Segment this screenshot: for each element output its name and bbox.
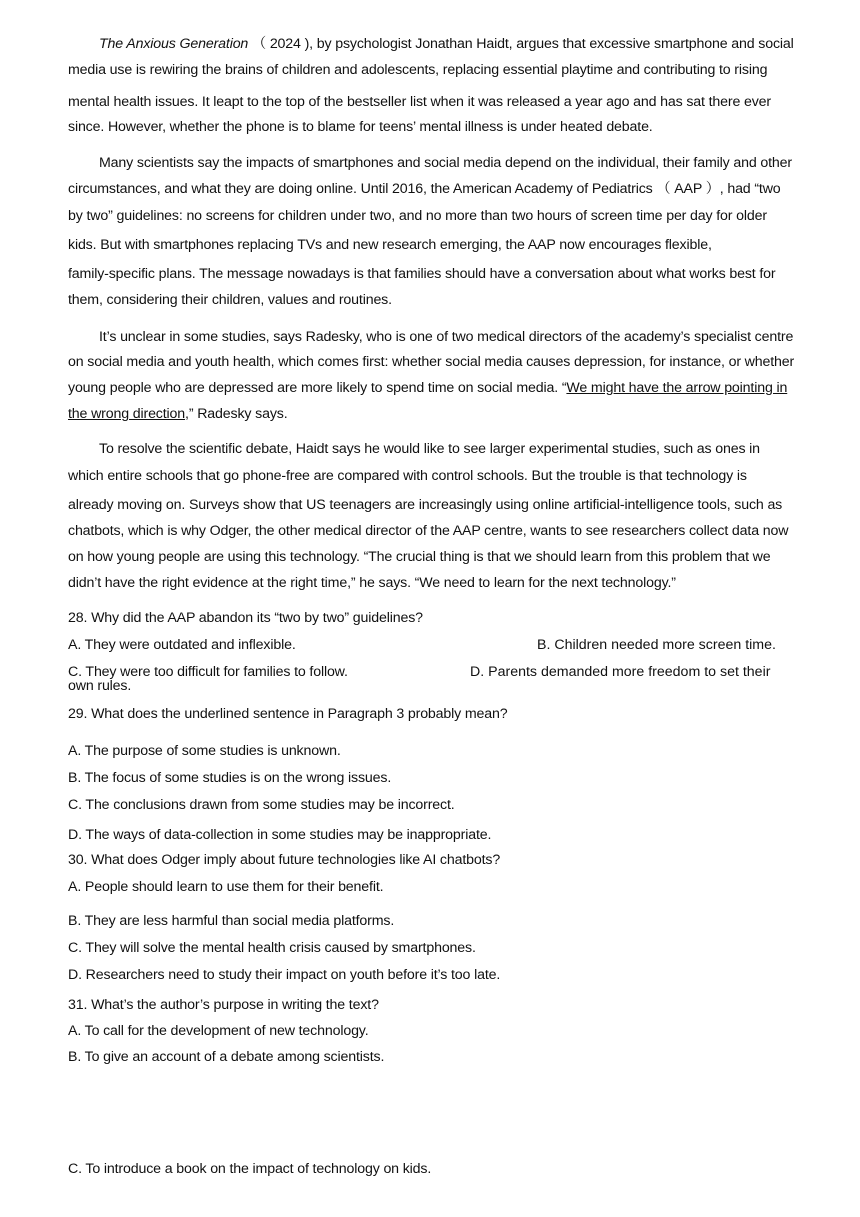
passage-p3-line-1: It’s unclear in some studies, says Radesky, who is one of two medical directors of the academy’s specialist centre xyxy=(99,329,794,345)
question-29-option-d: D. The ways of data-collection in some studies may be inappropriate. xyxy=(68,827,492,843)
passage-p4-line-3: already moving on. Surveys show that US teenagers are increasingly using online artificial-intelligence tools, such as xyxy=(68,497,783,513)
passage-p4-line-1: To resolve the scientific debate, Haidt says he would like to see larger experimental studies, such as ones in xyxy=(99,441,760,457)
question-29-option-c: C. The conclusions drawn from some studies may be incorrect. xyxy=(68,797,455,813)
question-28-option-a: A. They were outdated and inflexible. xyxy=(68,637,296,653)
question-30-option-a: A. People should learn to use them for their benefit. xyxy=(68,879,384,895)
question-31-option-c: C. To introduce a book on the impact of technology on kids. xyxy=(68,1161,432,1177)
passage-p4-line-4: chatbots, which is why Odger, the other medical director of the AAP centre, wants to see researchers collect data now xyxy=(68,523,789,539)
underlined-sentence: We might have the arrow pointing in xyxy=(566,380,788,396)
passage-p1-line-1 xyxy=(99,35,794,53)
question-31-option-b: B. To give an account of a debate among scientists. xyxy=(68,1049,385,1065)
passage-p3-line-3 xyxy=(68,379,787,397)
passage-p3-line-4 xyxy=(68,405,288,423)
underlined-sentence: the wrong direction xyxy=(68,406,186,422)
passage-text: ,” Radesky says. xyxy=(185,406,288,422)
passage-p2-line-2: circumstances, and what they are doing online. Until 2016, the American Academy of Pediatrics （ AAP ）, had “two xyxy=(68,181,781,197)
question-28-stem: 28. Why did the AAP abandon its “two by two” guidelines? xyxy=(68,610,423,626)
passage-text: （ 2024 ), by psychologist Jonathan Haidt, argues that excessive smartphone and social xyxy=(251,36,794,52)
question-28-option-b: B. Children needed more screen time. xyxy=(537,637,776,653)
question-28-option-d-continued: own rules. xyxy=(68,678,132,694)
question-29-option-a: A. The purpose of some studies is unknown. xyxy=(68,743,341,759)
passage-p1-line-3: mental health issues. It leapt to the top of the bestseller list when it was released a year ago and has sat there ever xyxy=(68,94,771,110)
passage-p3-line-2: on social media and youth health, which comes first: whether social media causes depression, for instance, or whether xyxy=(68,354,795,370)
passage-p4-line-2: which entire schools that go phone-free are compared with control schools. But the trouble is that technology is xyxy=(68,468,747,484)
passage-p2-line-4: kids. But with smartphones replacing TVs and new research emerging, the AAP now encourages flexible, xyxy=(68,237,712,253)
passage-p1-line-2: media use is rewiring the brains of children and adolescents, replacing essential playtime and contributing to rising xyxy=(68,62,768,78)
question-29-stem: 29. What does the underlined sentence in Paragraph 3 probably mean? xyxy=(68,706,508,722)
passage-p2-line-1: Many scientists say the impacts of smartphones and social media depend on the individual, their family and other xyxy=(99,155,792,171)
question-30-option-d: D. Researchers need to study their impact on youth before it’s too late. xyxy=(68,967,501,983)
question-30-stem: 30. What does Odger imply about future technologies like AI chatbots? xyxy=(68,852,501,868)
book-title: The Anxious Generation xyxy=(99,36,249,52)
passage-p1-line-4: since. However, whether the phone is to blame for teens’ mental illness is under heated debate. xyxy=(68,119,653,135)
passage-p4-line-5: on how young people are using this technology. “The crucial thing is that we should learn from this problem that we xyxy=(68,549,771,565)
question-29-option-b: B. The focus of some studies is on the wrong issues. xyxy=(68,770,392,786)
passage-p2-line-3: by two” guidelines: no screens for children under two, and no more than two hours of screen time per day for older xyxy=(68,208,767,224)
passage-text: young people who are depressed are more likely to spend time on social media. “ xyxy=(68,380,567,396)
passage-p2-line-6: them, considering their children, values and routines. xyxy=(68,292,392,308)
question-28-option-d: D. Parents demanded more freedom to set their xyxy=(470,664,771,680)
passage-p4-line-6: didn’t have the right evidence at the right time,” he says. “We need to learn for the next technology.” xyxy=(68,575,676,591)
passage-p2-line-5: family-specific plans. The message nowadays is that families should have a conversation about what works best for xyxy=(68,266,776,282)
question-31-option-a: A. To call for the development of new technology. xyxy=(68,1023,369,1039)
question-31-stem: 31. What’s the author’s purpose in writing the text? xyxy=(68,997,379,1013)
question-30-option-c: C. They will solve the mental health crisis caused by smartphones. xyxy=(68,940,476,956)
question-28-option-c: C. They were too difficult for families to follow. xyxy=(68,664,348,680)
question-30-option-b: B. They are less harmful than social media platforms. xyxy=(68,913,395,929)
